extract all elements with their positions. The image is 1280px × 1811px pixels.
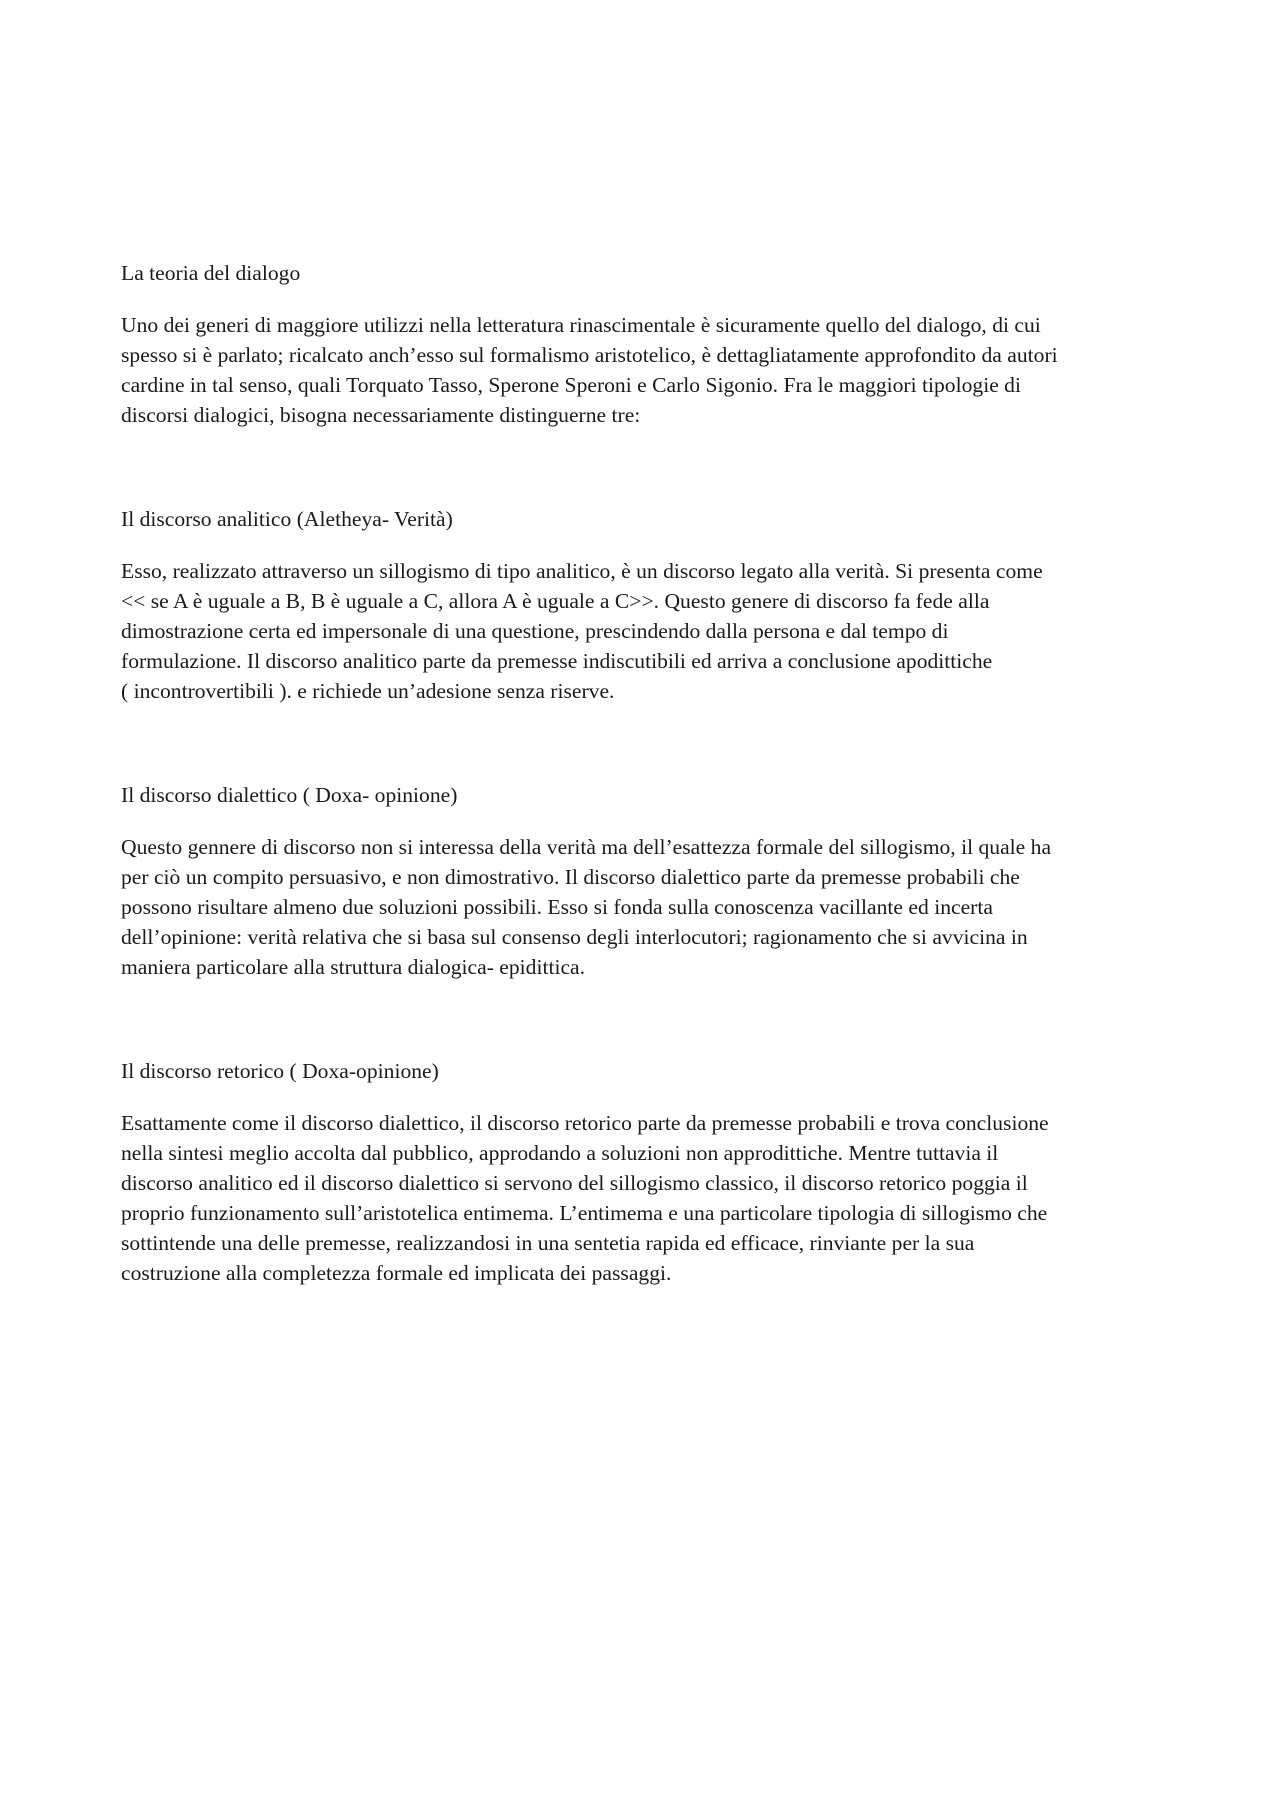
section-heading: Il discorso dialettico ( Doxa- opinione)	[121, 783, 458, 807]
intro-line: Uno dei generi di maggiore utilizzi nella letteratura rinascimentale è sicuramente quello del dialogo, di cui	[121, 313, 1041, 337]
section-paragraph	[121, 1108, 1180, 1288]
section-paragraph	[121, 832, 1180, 982]
section-dialettico	[121, 780, 1180, 982]
intro-line: discorsi dialogici, bisogna necessariamente distinguerne tre:	[121, 403, 641, 427]
paragraph-line: sottintende una delle premesse, realizzandosi in una sentetia rapida ed efficace, rinviante per la sua	[121, 1231, 975, 1255]
paragraph-line: possono risultare almeno due soluzioni possibili. Esso si fonda sulla conoscenza vacillante ed incerta	[121, 895, 993, 919]
paragraph-line: Esattamente come il discorso dialettico, il discorso retorico parte da premesse probabili e trova conclusione	[121, 1111, 1049, 1135]
paragraph-line: Questo gennere di discorso non si interessa della verità ma dell’esattezza formale del sillogismo, il quale ha	[121, 835, 1052, 859]
paragraph-line: maniera particolare alla struttura dialogica- epidittica.	[121, 955, 586, 979]
paragraph-line: ( incontrovertibili ). e richiede un’adesione senza riserve.	[121, 679, 615, 703]
section-heading: Il discorso retorico ( Doxa-opinione)	[121, 1059, 439, 1083]
section-retorico	[121, 1056, 1180, 1288]
paragraph-line: Esso, realizzato attraverso un sillogismo di tipo analitico, è un discorso legato alla verità. Si presenta come	[121, 559, 1043, 583]
paragraph-line: per ciò un compito persuasivo, e non dimostrativo. Il discorso dialettico parte da premesse probabili che	[121, 865, 1020, 889]
paragraph-line: discorso analitico ed il discorso dialettico si servono del sillogismo classico, il discorso retorico poggia il	[121, 1171, 1028, 1195]
paragraph-line: costruzione alla completezza formale ed implicata dei passaggi.	[121, 1261, 672, 1285]
document-title: La teoria del dialogo	[121, 261, 301, 285]
section-paragraph	[121, 556, 1180, 706]
intro-line: spesso si è parlato; ricalcato anch’esso sul formalismo aristotelico, è dettagliatamente approfondito da autori	[121, 343, 1058, 367]
section-heading: Il discorso analitico (Aletheya- Verità)	[121, 507, 453, 531]
paragraph-line: dimostrazione certa ed impersonale di una questione, prescindendo dalla persona e dal tempo di	[121, 619, 949, 643]
paragraph-line: dell’opinione: verità relativa che si basa sul consenso degli interlocutori; ragionamento che si avvicina in	[121, 925, 1028, 949]
section-analitico	[121, 504, 1180, 706]
paragraph-line: formulazione. Il discorso analitico parte da premesse indiscutibili ed arriva a conclusione apodittiche	[121, 649, 993, 673]
paragraph-line: nella sintesi meglio accolta dal pubblico, approdando a soluzioni non approdittiche. Mentre tuttavia il	[121, 1141, 999, 1165]
intro-line: cardine in tal senso, quali Torquato Tasso, Sperone Speroni e Carlo Sigonio. Fra le maggiori tipologie di	[121, 373, 1021, 397]
paragraph-line: proprio funzionamento sull’aristotelica entimema. L’entimema e una particolare tipologia di sillogismo che	[121, 1201, 1048, 1225]
intro-paragraph	[121, 310, 1180, 430]
paragraph-line: << se A è uguale a B, B è uguale a C, allora A è uguale a C>>. Questo genere di discorso fa fede alla	[121, 589, 990, 613]
